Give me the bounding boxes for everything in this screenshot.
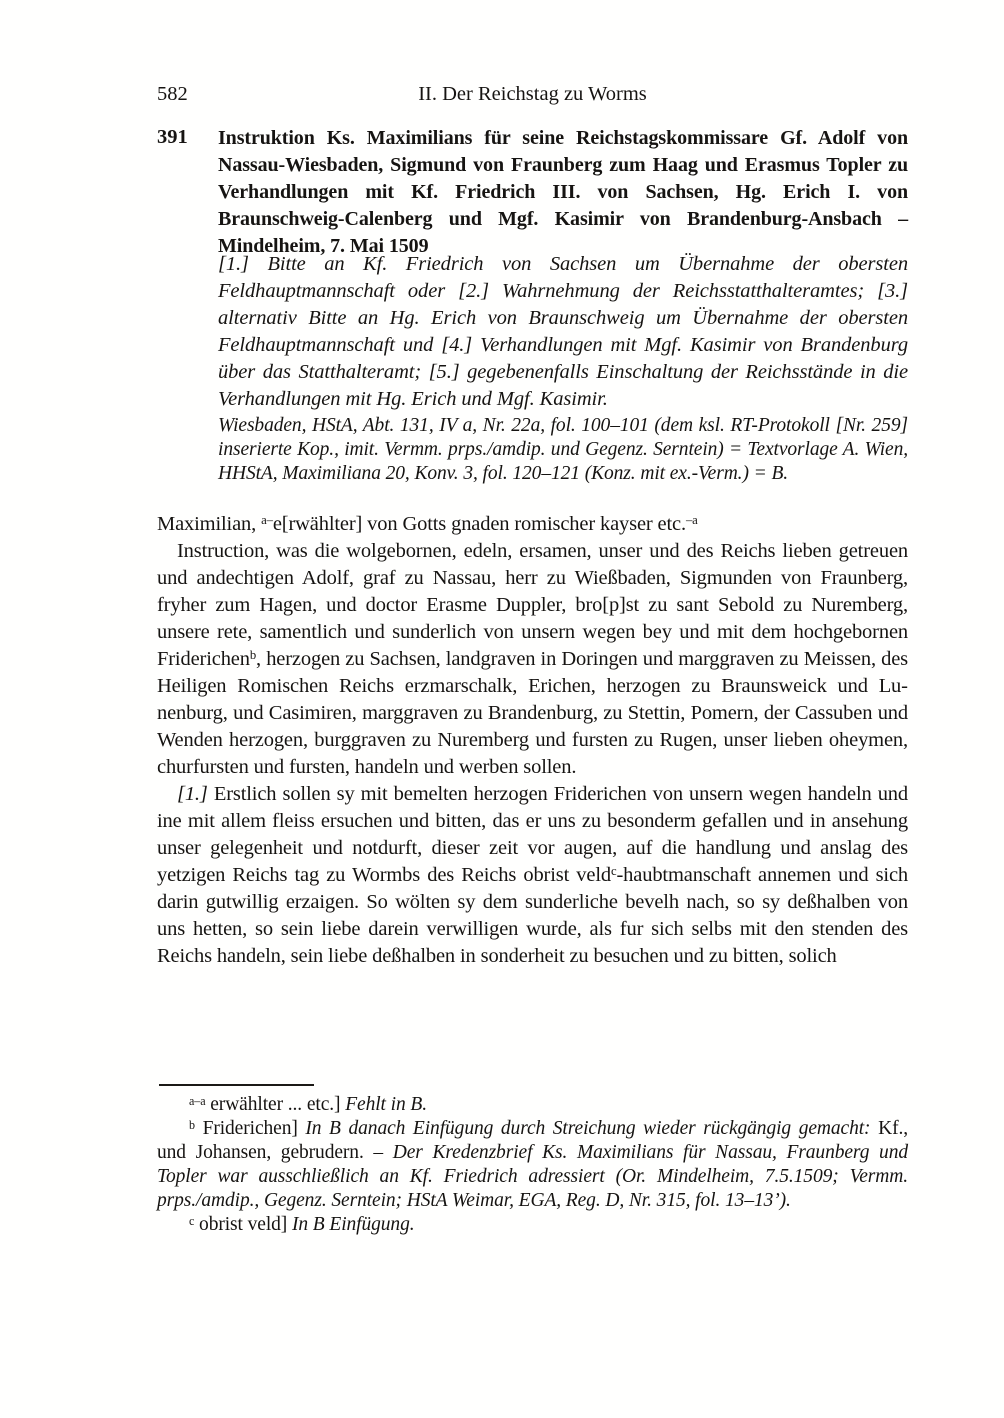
footnote-c-label: c [189,1213,195,1228]
running-header-title: II. Der Reichstag zu Worms [418,83,647,105]
footnote-a [157,1093,908,1117]
entry-title: Instruktion Ks. Maximilians für seine Reichstagskommissare Gf. Adolf von Nassau-Wiesbaden, Sigmund von Fraunberg zum Haag und Erasmus Topler zu Verhandlungen mit Kf. Friedrich III. von Sachsen, Hg. Erich I. von Braunschweig-Calenberg und Mgf. Kasimir von Brandenburg-Ansbach – Mindelheim, 7. Mai 1509 [218,127,908,257]
entry-number: 391 [157,126,188,148]
text-segment: -haubtmanschaft annemen und sich darin gutwillig erzaigen. So wölten sy dem sunderliche bevelh nach, so sy deßhalben von uns hetten, so sein liebe darein verwilligen wurde, als fur sich selbs mit den stenden des Reichs handeln, sein liebe deßhalben in sonderheit zu besuchen und zu bitten, solich [157,864,909,967]
footnote-separator [159,1084,314,1086]
salutation-paragraph [157,511,908,538]
instruction-paragraph [157,538,908,781]
entry-summary: [1.] Bitte an Kf. Friedrich von Sachsen um Übernahme der obersten Feldhauptmannschaft oder [2.] Wahrnehmung der Reichsstatthalteramtes; [3.] alternativ Bitte an Hg. Erich von Braunschweig um Übernahme der obersten Feldhauptmannschaft und [4.] Verhandlungen mit Mgf. Kasimir von Brandenburg über das Statthalteramt; [5.] gegebenenfalls Einschaltung der Reichsstände in die Verhandlungen mit Hg. Erich und Mgf. Kasimir. [218,253,908,410]
text-segment: Fehlt in B. [345,1094,427,1115]
footnote-a-end-marker: –a [685,513,698,528]
footnote-a-start-marker: a– [261,513,273,528]
running-header [157,82,908,106]
text-segment: In B danach Einfügung durch Streichung wieder rückgängig gemacht: [305,1118,871,1139]
page-number: 582 [157,83,188,105]
article-1-paragraph [157,781,908,970]
text-segment: In B Einfügung. [291,1214,415,1235]
entry-heading [157,125,908,260]
footnote-block [157,1084,908,1237]
document-body [157,511,908,970]
text-segment: Maximilian, [157,513,262,535]
text-segment: Erstlich sollen sy mit bemelten herzogen Friderichen von unsern wegen handeln und ine mit allem fleiss ersuchen und bitten, das er uns zu besonderm gefallen und in ansehung unser gelegenheit und notdurft, dieser zeit vor augen, auf die handlung und anslag des yetzigen Reichs tag zu Wormbs des Reichs obrist veld [157,783,908,886]
footnote-a-label: a–a [189,1093,206,1108]
text-segment: Instruction, was die wolgebornen, edeln, ersamen, unser und des Reichs lieben getreuen und andechtigen Adolf, graf zu Nassau, herr zu Wießbaden, Sigmunden von Fraunberg, fryher zum Hagen, und doctor Erasme Duppler, bro[p]st zu sant Sebold zu Nuremberg, unsere rete, samentlich und sunderlich von unsern wegen bey und mit dem hochgebornen Friderichen [157,540,908,670]
text-segment: Kf., und Johansen, gebrudern. – [157,1118,909,1163]
article-number: [1.] [177,783,208,805]
footnote-b-marker: b [249,648,257,663]
footnote-b [157,1117,908,1213]
footnote-c-marker: c [611,864,617,879]
text-segment: erwählter ... etc.] [205,1094,346,1115]
source-reference: Wiesbaden, HStA, Abt. 131, IV a, Nr. 22a, fol. 100–101 (dem ksl. RT-Protokoll [Nr. 259] inserierte Kop., imit. Vermm. prps./amdip. und Gegenz. Serntein) = Textvorlage A. Wien, HHStA, Maximiliana 20, Konv. 3, fol. 120–121 (Konz. mit ex.-Verm.) = B. [218,415,908,484]
text-segment: Der Kredenzbrief Ks. Maximilians für Nassau, Fraunberg und Topler war ausschließlich an Kf. Friedrich adressiert (Or. Mindelheim, 7.5.1509; Vermm. prps./amdip., Gegenz. Serntein; HStA Weimar, EGA, Reg. D, Nr. 315, fol. 13–13’). [157,1142,908,1211]
footnote-c [157,1213,908,1237]
text-segment: Friderichen] [194,1118,306,1139]
text-segment: , herzogen zu Sachsen, landgraven in Doringen und marggraven zu Meissen, des Heiligen Romischen Reichs erzmarschalk, Erichen, herzogen zu Braunsweick und Lunenburg, und Casimiren, marggraven zu Brandenburg, zu Stettin, Pomern, der Cassuben und Wenden herzogen, burggraven zu Nuremberg und fursten zu Rugen, unser lieben oheymen, churfursten und fursten, handeln und werben sollen. [157,648,908,778]
text-segment: obrist veld] [194,1214,292,1235]
text-segment: e[rwählter] von Gotts gnaden romischer kayser etc. [272,513,686,535]
footnote-b-label: b [189,1117,195,1132]
